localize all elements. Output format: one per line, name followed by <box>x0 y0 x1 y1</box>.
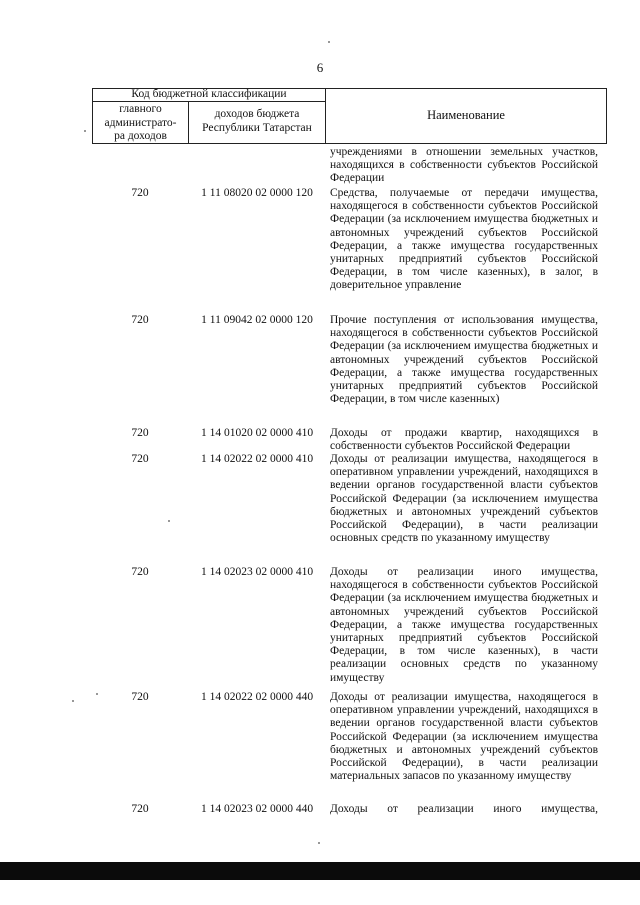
header-name-label: Наименование <box>427 108 505 122</box>
header-group-title: Код бюджетной классификации <box>131 88 287 100</box>
scan-speck <box>72 700 74 702</box>
row-name: Доходы от реализации имущества, находящегося в оперативном управлении учреждений, находящихся в ведении органов государственной власти субъектов Российской Федерации (за исключением имущества бюджетных и автономных учреждений субъектов Российской Федерации), в части реализации материальных запасов по указанному имуществу <box>330 691 598 783</box>
row-name: Прочие поступления от использования имущества, находящегося в собственности субъектов Российской Федерации (за исключением имущества бюджетных и автономных учреждений субъектов Российской Федерации, а также имущества государственных унитарных предприятий субъектов Российской Федерации, в том числе казенных) <box>330 314 598 406</box>
header-admin-label: главного администрато- ра доходов <box>104 103 177 142</box>
admin-code: 720 <box>131 427 149 439</box>
admin-code: 720 <box>131 453 149 465</box>
revenue-code: 1 11 08020 02 0000 120 <box>201 187 313 199</box>
admin-code: 720 <box>131 566 149 578</box>
revenue-code: 1 14 02022 02 0000 440 <box>200 691 314 703</box>
row-name: Средства, получаемые от передачи имущества, находящегося в собственности субъектов Российской Федерации (за исключением имущества бюджетных и автономных учреждений субъектов Российской Федерации, а также имущества государственных унитарных предприятий субъектов Российской Федерации, в том числе казенных), в залог, в доверительное управление <box>330 187 598 292</box>
row-name: Доходы от реализации имущества, находящегося в оперативном управлении учреждений, находящихся в ведении органов государственной власти субъектов Российской Федерации (за исключением имущества бюджетных и автономных учреждений субъектов Российской Федерации), в части реализации основных средств по указанному имуществу <box>330 453 598 545</box>
admin-code: 720 <box>131 691 149 703</box>
admin-code: 720 <box>131 187 149 199</box>
row-name: Доходы от продажи квартир, находящихся в собственности субъектов Российской Федерации <box>330 427 598 453</box>
revenue-code: 1 14 01020 02 0000 410 <box>200 427 314 439</box>
continuation-text: учреждениями в отношении земельных участков, находящихся в собственности субъектов Российской Федерации <box>330 146 598 185</box>
revenue-code: 1 14 02023 02 0000 440 <box>200 803 314 815</box>
admin-code: 720 <box>131 803 149 815</box>
scan-speck <box>168 520 170 522</box>
admin-code: 720 <box>131 314 149 326</box>
scan-speck <box>84 130 86 132</box>
header-revenue-label: доходов бюджета Республики Татарстан <box>202 108 312 134</box>
revenue-code: 1 14 02022 02 0000 410 <box>200 453 314 465</box>
row-name: Доходы от реализации иного имущества, находящегося в собственности субъектов Российской Федерации (за исключением имущества бюджетных и автономных учреждений субъектов Российской Федерации, а также имущества государственных унитарных предприятий субъектов Российской Федерации, в том числе казенных), в части реализации основных средств по указанному имуществу <box>330 566 598 684</box>
scan-border-bar <box>0 862 640 880</box>
row-name: Доходы от реализации иного имущества, <box>330 803 598 815</box>
revenue-code: 1 14 02023 02 0000 410 <box>200 566 314 578</box>
page-number: 6 <box>316 60 324 75</box>
scan-speck <box>328 41 330 43</box>
revenue-code: 1 11 09042 02 0000 120 <box>201 314 313 326</box>
scan-speck <box>318 842 320 844</box>
scan-speck <box>96 693 98 695</box>
